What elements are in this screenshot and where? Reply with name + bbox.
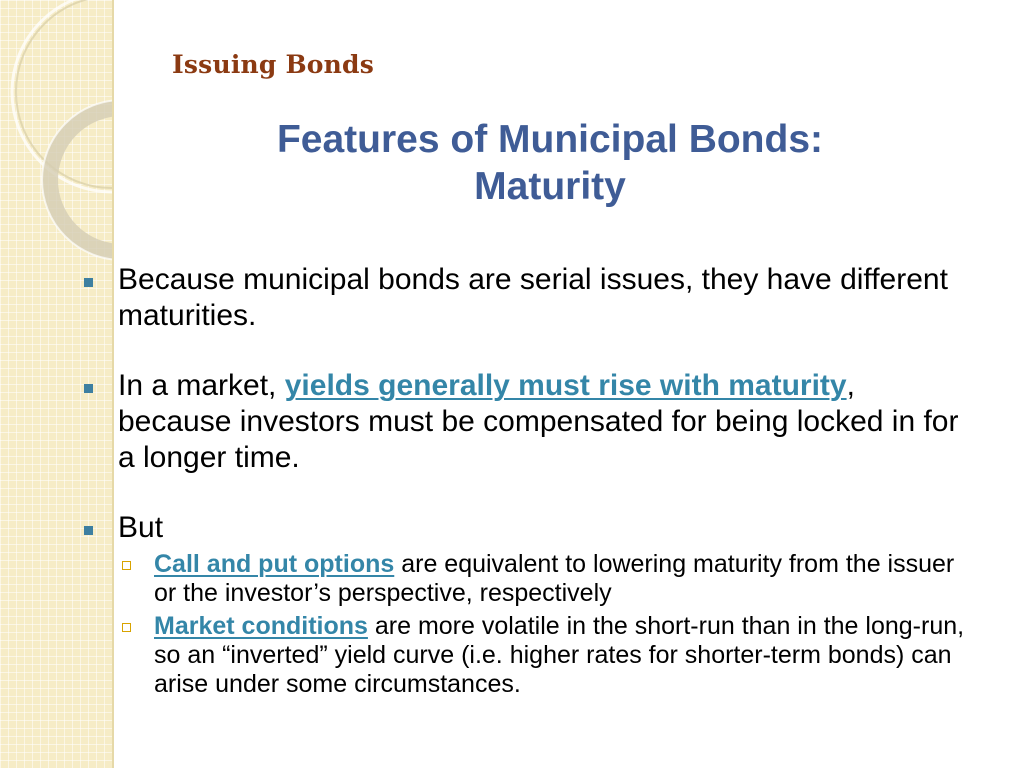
slide-title-line-1: Features of Municipal Bonds: bbox=[276, 118, 824, 161]
bullet-text-suffix: , because investors must be compensated for being locked in for a longer time. bbox=[118, 369, 959, 474]
hollow-square-bullet-icon bbox=[122, 623, 131, 632]
emphasis-link-call-put-options[interactable]: Call and put options bbox=[154, 550, 395, 578]
bullet-text: But bbox=[118, 511, 164, 544]
bullet-text-prefix: In a market, bbox=[118, 369, 285, 402]
sub-bullet-list bbox=[118, 550, 976, 699]
sub-bullet-call-put-options bbox=[118, 550, 976, 608]
decorative-ring-outer-shadow bbox=[16, 0, 112, 188]
emphasis-link-yields-rise[interactable]: yields generally must rise with maturity bbox=[284, 369, 847, 402]
decorative-ring-outer bbox=[12, 0, 112, 192]
bullet-list bbox=[76, 262, 976, 699]
slide-title bbox=[160, 116, 940, 210]
square-bullet-icon bbox=[84, 278, 93, 287]
slide-content bbox=[76, 262, 976, 703]
section-title: Issuing Bonds bbox=[172, 50, 375, 79]
sub-bullet-text: are more volatile in the short-run than in the long-run, so an “inverted” yield curve (i.e. higher rates for shorter-term bonds) can arise under some circumstances. bbox=[154, 612, 965, 698]
bullet-item-but bbox=[76, 510, 976, 699]
bullet-text: Because municipal bonds are serial issues, they have different maturities. bbox=[118, 263, 948, 332]
square-bullet-icon bbox=[84, 384, 93, 393]
sub-bullet-text: are equivalent to lowering maturity from the issuer or the investor’s perspective, respectively bbox=[154, 550, 955, 607]
square-bullet-icon bbox=[84, 526, 93, 535]
sub-bullet-market-conditions bbox=[118, 612, 976, 699]
emphasis-link-market-conditions[interactable]: Market conditions bbox=[154, 612, 368, 640]
bullet-item-yields-rise bbox=[76, 368, 976, 476]
bullet-item-serial-issues bbox=[76, 262, 976, 334]
slide-title-line-2: Maturity bbox=[474, 165, 626, 208]
hollow-square-bullet-icon bbox=[122, 561, 131, 570]
